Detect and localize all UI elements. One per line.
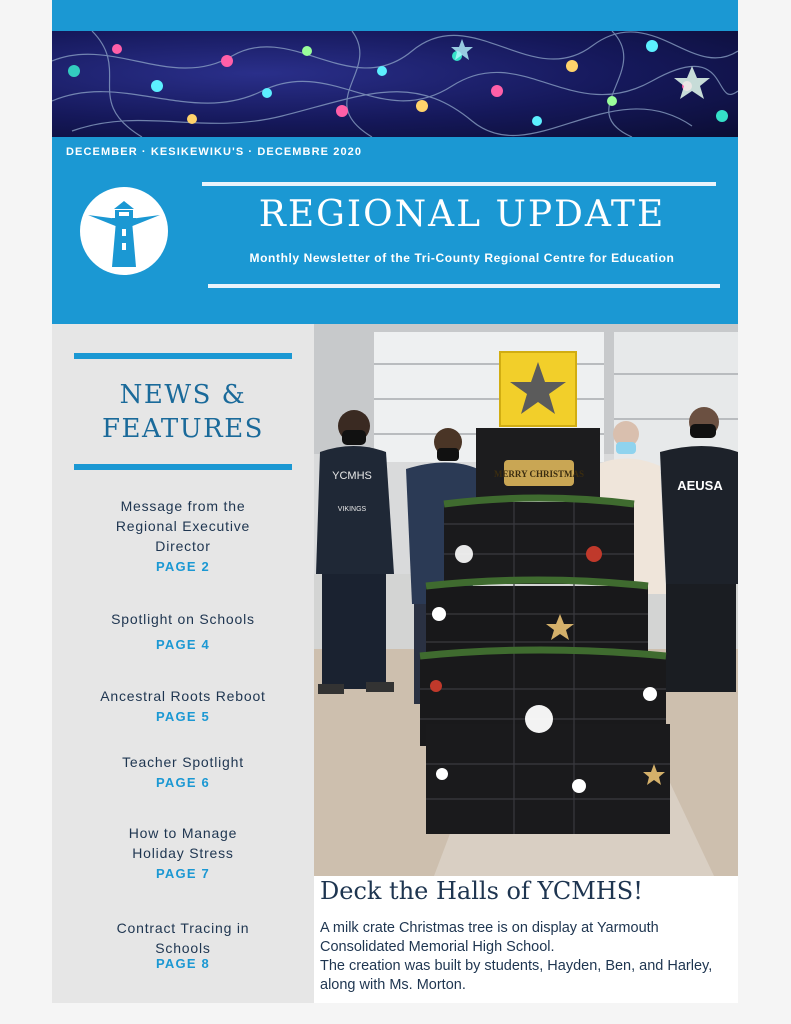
person-left bbox=[316, 410, 394, 694]
toc-item-page: PAGE 5 bbox=[156, 709, 210, 724]
toc-rule-bottom bbox=[74, 464, 292, 470]
newsletter-page bbox=[52, 0, 738, 1003]
masthead-rule-top bbox=[202, 182, 716, 186]
newsletter-title: REGIONAL UPDATE bbox=[258, 194, 666, 235]
caption-line-1: A milk crate Christmas tree is on display at Yarmouth Consolidated Memorial High School. bbox=[320, 920, 659, 955]
toc-item-title: Contract Tracing in Schools bbox=[116, 920, 250, 956]
shirt-text-1: YCMHS bbox=[332, 470, 372, 482]
toc-item-title: Message from the Regional Executive Director bbox=[115, 498, 251, 554]
toc-item[interactable] bbox=[52, 823, 314, 881]
toc-heading-line2: FEATURES bbox=[102, 414, 264, 444]
christmas-sign: MERRY CHRISTMAS bbox=[493, 469, 585, 479]
toc-item-title: Spotlight on Schools bbox=[111, 611, 255, 627]
feature-title: Deck the Halls of YCMHS! bbox=[320, 877, 643, 905]
shirt-text-3: AEUSA bbox=[677, 478, 723, 493]
toc-item[interactable] bbox=[52, 686, 314, 724]
feature-caption bbox=[320, 919, 730, 995]
toc-heading bbox=[52, 378, 314, 446]
toc-item-page: PAGE 8 bbox=[156, 956, 210, 971]
toc-item-page: PAGE 6 bbox=[156, 775, 210, 790]
feature-photo bbox=[314, 324, 738, 876]
person-right bbox=[660, 407, 738, 692]
dateline: DECEMBER · KESIKEWIKU'S · DECEMBRE 2020 bbox=[66, 146, 363, 158]
lighthouse-icon bbox=[78, 185, 170, 277]
toc-item[interactable] bbox=[52, 609, 314, 652]
lights-image bbox=[52, 31, 738, 137]
toc-rule-top bbox=[74, 353, 292, 359]
shirt-text-2: VIKINGS bbox=[337, 506, 367, 513]
toc-item-page: PAGE 7 bbox=[156, 866, 210, 881]
christmas-lights-banner bbox=[52, 31, 738, 137]
caption-line-2: The creation was built by students, Hayden, Ben, and Harley, along with Ms. Morton. bbox=[320, 958, 713, 993]
toc-item-page: PAGE 4 bbox=[156, 637, 210, 652]
toc-item-page: PAGE 2 bbox=[156, 559, 210, 574]
toc-item[interactable] bbox=[52, 752, 314, 790]
toc-heading-line1: NEWS & bbox=[119, 380, 247, 410]
newsletter-subtitle: Monthly Newsletter of the Tri-County Regional Centre for Education bbox=[249, 251, 675, 265]
masthead-rule-bottom bbox=[208, 284, 720, 288]
table-of-contents bbox=[52, 324, 314, 1003]
toc-item[interactable] bbox=[52, 918, 314, 971]
masthead bbox=[52, 137, 738, 324]
toc-item[interactable] bbox=[52, 496, 314, 574]
top-band bbox=[52, 0, 738, 31]
toc-item-title: Ancestral Roots Reboot bbox=[100, 688, 266, 704]
toc-item-title: Teacher Spotlight bbox=[122, 754, 244, 770]
toc-item-title: How to Manage Holiday Stress bbox=[128, 825, 238, 861]
